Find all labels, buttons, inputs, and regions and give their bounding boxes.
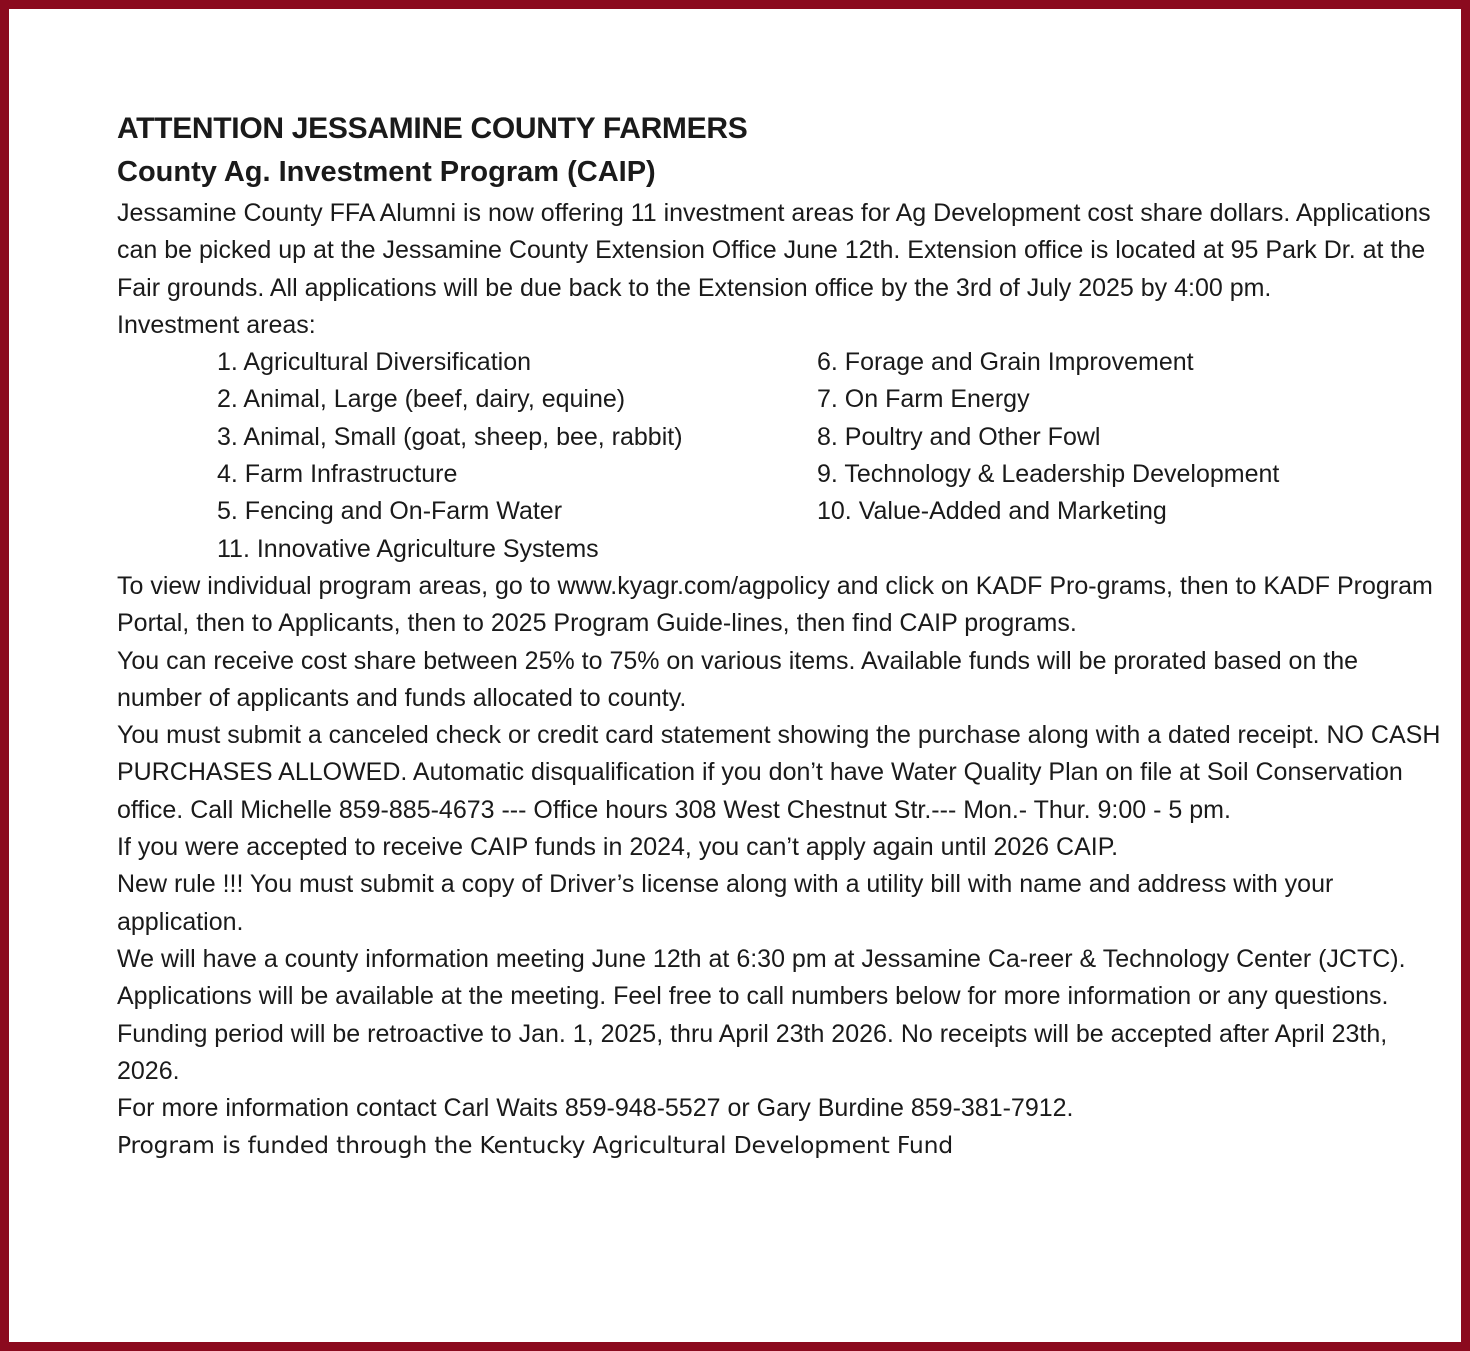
funding-footer: Program is funded through the Kentucky Agricultural Development Fund	[117, 1131, 954, 1160]
meeting-paragraph: We will have a county information meeting June 12th at 6:30 pm at Jessamine Ca-reer & Technology Center (JCTC). Applications will be available at the meeting. Feel free to call numbers below for more information or any questions.	[117, 944, 1406, 1011]
requirements-paragraph: You must submit a canceled check or credit card statement showing the purchase along with a dated receipt. NO CASH PURCHASES ALLOWED. Automatic disqualification if you don’t have Water Quality Plan on file at Soil Conservation office. Call Michelle 859-885-4673 --- Office hours 308 West Chestnut Str.--- Mon.- Thur. 9:00 - 5 pm.	[117, 721, 1441, 824]
areas-column-left	[217, 344, 817, 530]
list-item: 7. On Farm Energy	[817, 385, 1030, 414]
cost-share-paragraph: You can receive cost share between 25% to 75% on various items. Available funds will be prorated based on the number of applicants and funds allocated to county.	[117, 646, 1359, 712]
areas-label: Investment areas:	[117, 310, 316, 339]
new-rule-paragraph: New rule !!! You must submit a copy of Driver’s license along with a utility bill with name and address with your application.	[117, 870, 1334, 936]
list-item: 10. Value-Added and Marketing	[817, 497, 1167, 526]
list-item: 3. Animal, Small (goat, sheep, bee, rabbit)	[217, 422, 683, 451]
program-areas-instructions: To view individual program areas, go to www.kyagr.com/agpolicy and click on KADF Pro-grams, then to KADF Program Portal, then to Applicants, then to 2025 Program Guide-lines, then find CAIP programs.	[117, 571, 1433, 638]
contact-paragraph: For more information contact Carl Waits 859-948-5527 or Gary Burdine 859-381-7912.	[117, 1094, 1074, 1123]
intro-paragraph: Jessamine County FFA Alumni is now offering 11 investment areas for Ag Development cost share dollars. Applications can be picked up at the Jessamine County Extension Office June 12th. Extension office is located at 95 Park Dr. at the Fair grounds. All applications will be due back to the Extension office by the 3rd of July 2025 by 4:00 pm.	[117, 199, 1431, 302]
list-item: 9. Technology & Leadership Development	[817, 460, 1280, 489]
list-item: 5. Fencing and On-Farm Water	[217, 497, 563, 526]
areas-column-right	[817, 344, 1447, 530]
program-subtitle: County Ag. Investment Program (CAIP)	[117, 156, 656, 188]
list-item: 11. Innovative Agriculture Systems	[217, 534, 599, 563]
list-item: 2. Animal, Large (beef, dairy, equine)	[217, 385, 626, 414]
ad-content	[117, 109, 1447, 1165]
funding-period-paragraph: Funding period will be retroactive to Jan. 1, 2025, thru April 23th 2026. No receipts will be accepted after April 23th, 2026.	[117, 1019, 1388, 1085]
eligibility-paragraph: If you were accepted to receive CAIP funds in 2024, you can’t apply again until 2026 CAIP.	[117, 833, 1119, 862]
list-item: 1. Agricultural Diversification	[217, 348, 532, 377]
list-item: 4. Farm Infrastructure	[217, 460, 458, 489]
investment-areas-list	[217, 344, 1447, 530]
list-item: 6. Forage and Grain Improvement	[817, 348, 1194, 377]
list-item: 8. Poultry and Other Fowl	[817, 422, 1101, 451]
page-title: ATTENTION JESSAMINE COUNTY FARMERS	[117, 112, 748, 145]
